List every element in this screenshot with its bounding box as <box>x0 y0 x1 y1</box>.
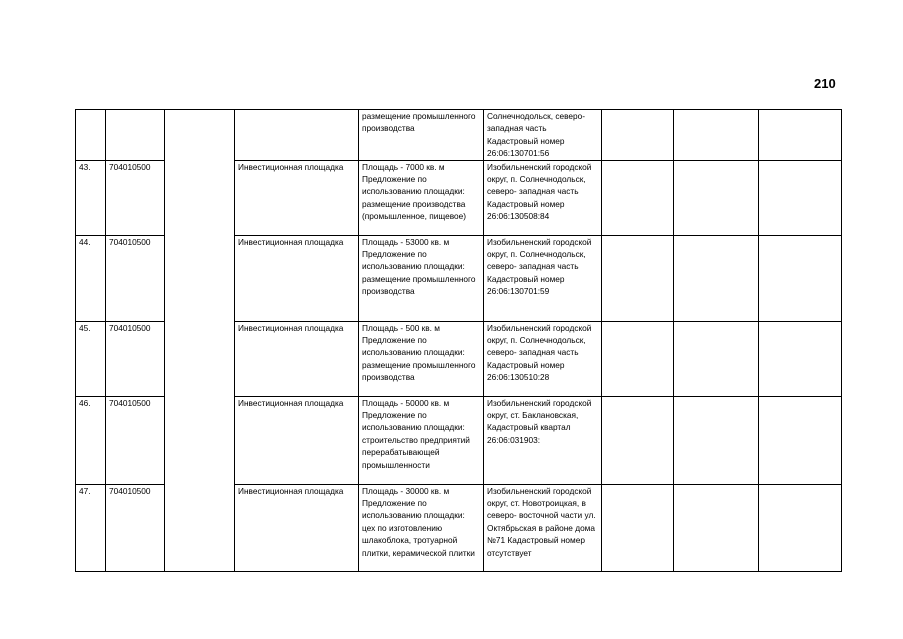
num-cell: 43. <box>76 160 106 235</box>
empty-cell <box>674 235 759 321</box>
num-cell: 46. <box>76 396 106 484</box>
empty-cell <box>602 396 674 484</box>
params-cell: Площадь - 30000 кв. м Предложение по использованию площадки: цех по изготовлению шлакоблока, тротуарной плитки, керамической плитки <box>359 484 484 571</box>
code-cell <box>106 110 165 161</box>
location-cell: Изобильненский городской округ, п. Солнечнодольск, северо- западная часть Кадастровый номер 26:06:130510:28 <box>484 321 602 396</box>
empty-cell <box>674 396 759 484</box>
empty-cell <box>602 110 674 161</box>
code-cell: 704010500 <box>106 396 165 484</box>
location-cell: Изобильненский городской округ, ст. Баклановская, Кадастровый квартал 26:06:031903: <box>484 396 602 484</box>
params-cell: Площадь - 53000 кв. м Предложение по использованию площадки: размещение промышленного производства <box>359 235 484 321</box>
empty-cell <box>759 110 842 161</box>
type-cell: Инвестиционная площадка <box>235 160 359 235</box>
params-cell: Площадь - 500 кв. м Предложение по использованию площадки: размещение промышленного производства <box>359 321 484 396</box>
empty-cell <box>674 321 759 396</box>
num-cell: 47. <box>76 484 106 571</box>
location-cell: Изобильненский городской округ, п. Солнечнодольск, северо- западная часть Кадастровый номер 26:06:130508:84 <box>484 160 602 235</box>
code-cell: 704010500 <box>106 321 165 396</box>
empty-cell <box>602 160 674 235</box>
num-cell: 44. <box>76 235 106 321</box>
type-cell: Инвестиционная площадка <box>235 321 359 396</box>
num-cell <box>76 110 106 161</box>
code-cell: 704010500 <box>106 235 165 321</box>
empty-cell <box>759 235 842 321</box>
num-cell: 45. <box>76 321 106 396</box>
location-cell: Изобильненский городской округ, ст. Новотроицкая, в северо- восточной части ул. Октябрьская в районе дома №71 Кадастровый номер отсутствует <box>484 484 602 571</box>
params-cell: Площадь - 50000 кв. м Предложение по использованию площадки: строительство предприятий перерабатывающей промышленности <box>359 396 484 484</box>
page-number: 210 <box>814 76 836 91</box>
empty-cell <box>602 484 674 571</box>
location-cell: Изобильненский городской округ, п. Солнечнодольск, северо- западная часть Кадастровый номер 26:06:130701:59 <box>484 235 602 321</box>
type-cell: Инвестиционная площадка <box>235 484 359 571</box>
code-cell: 704010500 <box>106 484 165 571</box>
empty-cell <box>759 160 842 235</box>
empty-cell <box>674 484 759 571</box>
params-cell: размещение промышленного производства <box>359 110 484 161</box>
empty-cell <box>602 235 674 321</box>
merged-cell <box>165 110 235 572</box>
type-cell <box>235 110 359 161</box>
location-cell: Солнечнодольск, северо- западная часть Кадастровый номер 26:06:130701:56 <box>484 110 602 161</box>
type-cell: Инвестиционная площадка <box>235 235 359 321</box>
type-cell: Инвестиционная площадка <box>235 396 359 484</box>
empty-cell <box>759 321 842 396</box>
empty-cell <box>759 396 842 484</box>
params-cell: Площадь - 7000 кв. м Предложение по использованию площадки: размещение производства (промышленное, пищевое) <box>359 160 484 235</box>
empty-cell <box>759 484 842 571</box>
table-row <box>76 110 842 161</box>
code-cell: 704010500 <box>106 160 165 235</box>
empty-cell <box>602 321 674 396</box>
empty-cell <box>674 160 759 235</box>
empty-cell <box>674 110 759 161</box>
objects-table <box>75 109 842 572</box>
